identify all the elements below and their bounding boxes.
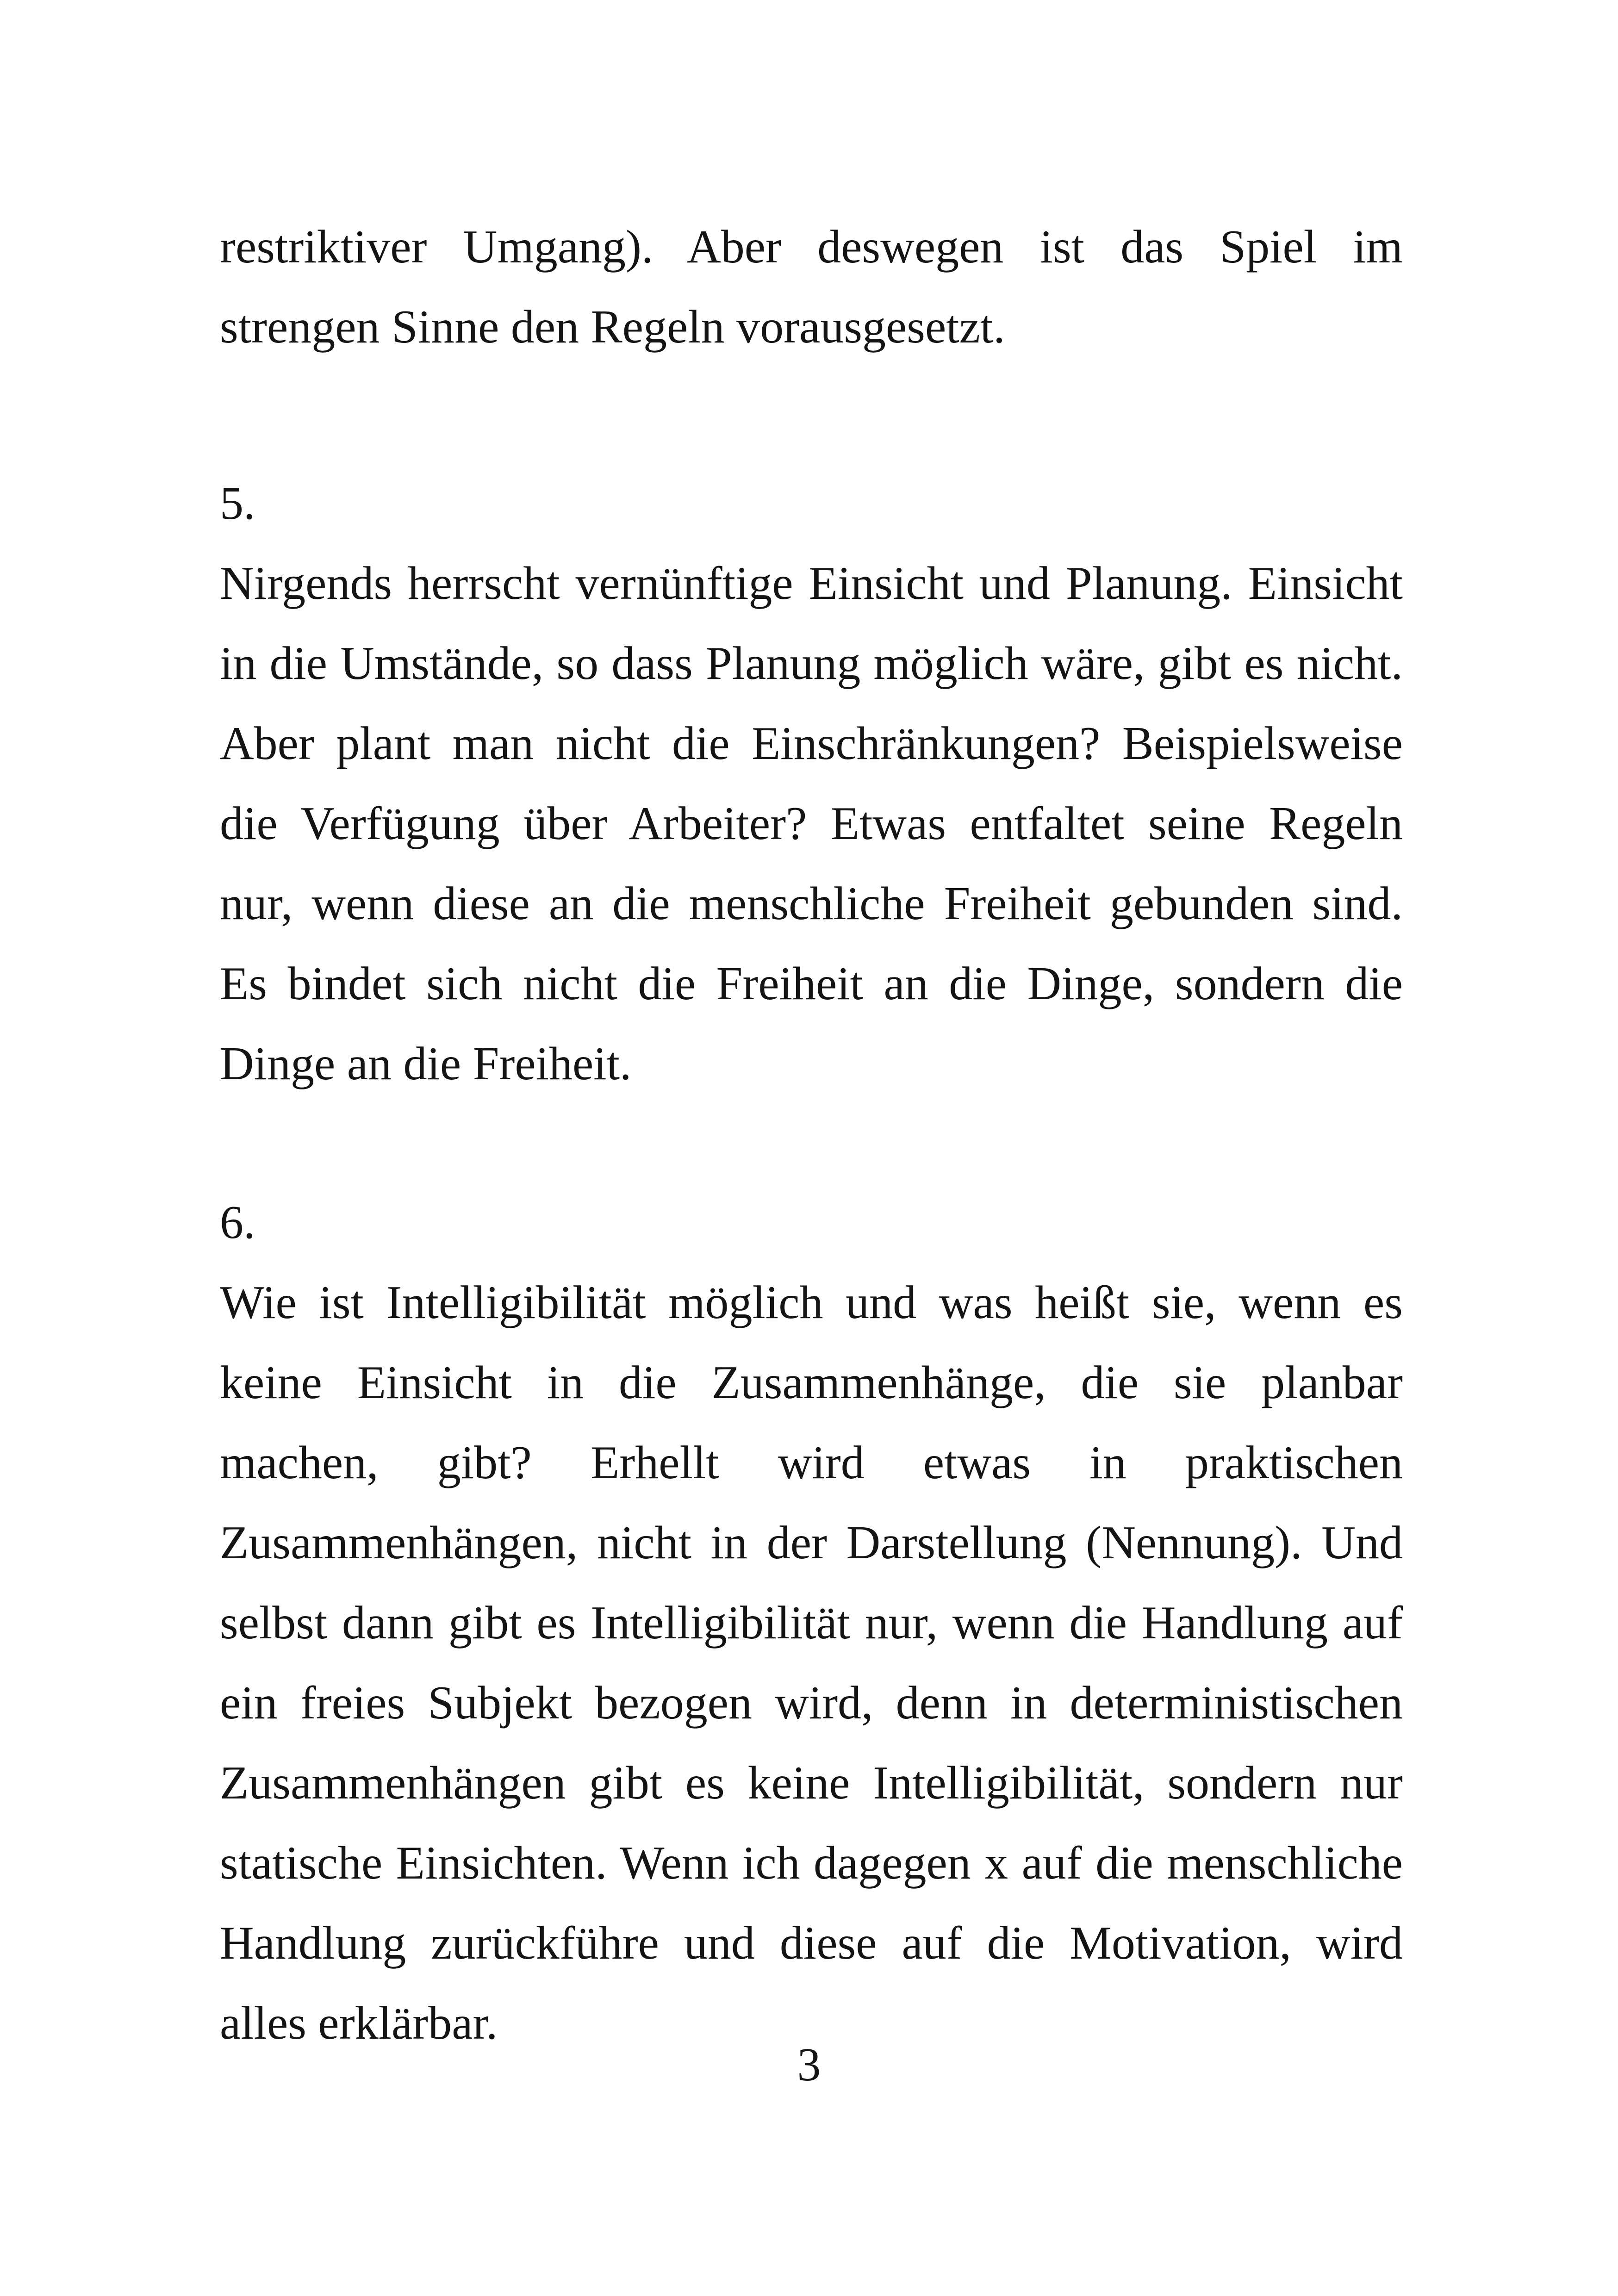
section-5 xyxy=(220,463,1403,1104)
page-number: 3 xyxy=(797,2039,821,2091)
section-6 xyxy=(220,1182,1403,2063)
section-paragraph: Nirgends herrscht vernünftige Einsicht und Planung. Einsicht in die Umstände, so dass Planung möglich wäre, gibt es nicht. Aber plant man nicht die Einschränkungen? Beispielsweise die Verfügung über Arbeiter? Etwas entfaltet seine Regeln nur, wenn diese an die menschliche Freiheit gebunden sind. Es bindet sich nicht die Freiheit an die Dinge, sondern die Dinge an die Freiheit. xyxy=(220,557,1403,1090)
continued-paragraph: restriktiver Umgang). Aber deswegen ist das Spiel im strengen Sinne den Regeln vorausgesetzt. xyxy=(220,221,1403,353)
section-number: 5. xyxy=(220,477,255,529)
section-number: 6. xyxy=(220,1196,255,1249)
section-paragraph: Wie ist Intelligibilität möglich und was heißt sie, wenn es keine Einsicht in die Zusammenhänge, die sie planbar machen, gibt? Erhellt wird etwas in praktischen Zusammenhängen, nicht in der Darstellung (Nennung). Und selbst dann gibt es Intelligibilität nur, wenn die Handlung auf ein freies Subjekt bezogen wird, denn in deterministischen Zusammenhängen gibt es keine Intelligibilität, sondern nur statische Einsichten. Wenn ich dagegen x auf die menschliche Handlung zurückführe und diese auf die Motivation, wird alles erklärbar. xyxy=(220,1276,1403,2049)
